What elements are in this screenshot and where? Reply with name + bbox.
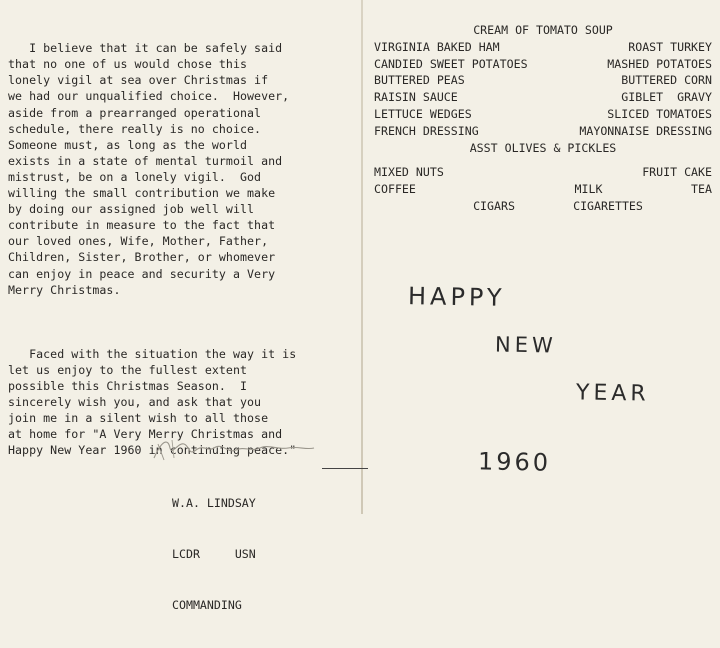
menu-item-row: CANDIED SWEET POTATOES MASHED POTATOES — [374, 56, 712, 71]
signer-rank: LCDR USN — [172, 547, 256, 561]
menu-drinks-row: COFFEE MILK TEA — [374, 182, 712, 197]
menu-dessert-row: MIXED NUTS FRUIT CAKE — [374, 165, 712, 180]
signer-title: COMMANDING — [172, 598, 242, 612]
greeting-new: NEW — [494, 332, 557, 358]
menu-title: CREAM OF TOMATO SOUP — [473, 23, 613, 37]
greeting-happy: HAPPY — [407, 282, 506, 312]
letter-paragraph-1: I believe that it can be safely said that no one of us would chose this lonely vigil at sea over Christmas if we had our unqualified choice. However, aside from a prearranged operational schedule, there really is no choice. Someone must, as long as the world exists in a state of mental turmoil and mistrust, be on a lonely vigil. God willing the small contribution we make by doing our assigned job well will contribute in measure to the fact that our loved ones, Wife, Mother, Father, Children, Sister, Brother, or whomever can enjoy in peace and security a Very Merry Christmas. — [8, 41, 290, 297]
menu-item-row: FRENCH DRESSING MAYONNAISE DRESSING — [374, 123, 712, 138]
menu-item-row: LETTUCE WEDGES SLICED TOMATOES — [374, 106, 712, 121]
signature-block — [172, 461, 256, 648]
greeting-year-number: 1960 — [477, 447, 552, 477]
page-fold — [361, 0, 363, 514]
signature-line — [322, 468, 368, 469]
menu-item-row: BUTTERED PEAS BUTTERED CORN — [374, 73, 712, 88]
christmas-menu — [374, 22, 712, 215]
menu-item-row: VIRGINIA BAKED HAM ROAST TURKEY — [374, 39, 712, 54]
menu-olives: ASST OLIVES & PICKLES — [469, 140, 617, 155]
letter-paragraph-2: Faced with the situation the way it is let us enjoy to the fullest extent possible this Christmas Season. I sincerely wish you, and ask that you join me in a silent wish to all those at home for "A Very Merry Christmas and Happy New Year 1960 in continuing peace." — [8, 346, 297, 458]
menu-item-row: RAISIN SAUCE GIBLET GRAVY — [374, 90, 712, 105]
menu-smokes-row: CIGARS CIGARETTES — [473, 198, 643, 213]
signer-name: W.A. LINDSAY — [172, 496, 256, 510]
greeting-year: YEAR — [575, 380, 650, 407]
